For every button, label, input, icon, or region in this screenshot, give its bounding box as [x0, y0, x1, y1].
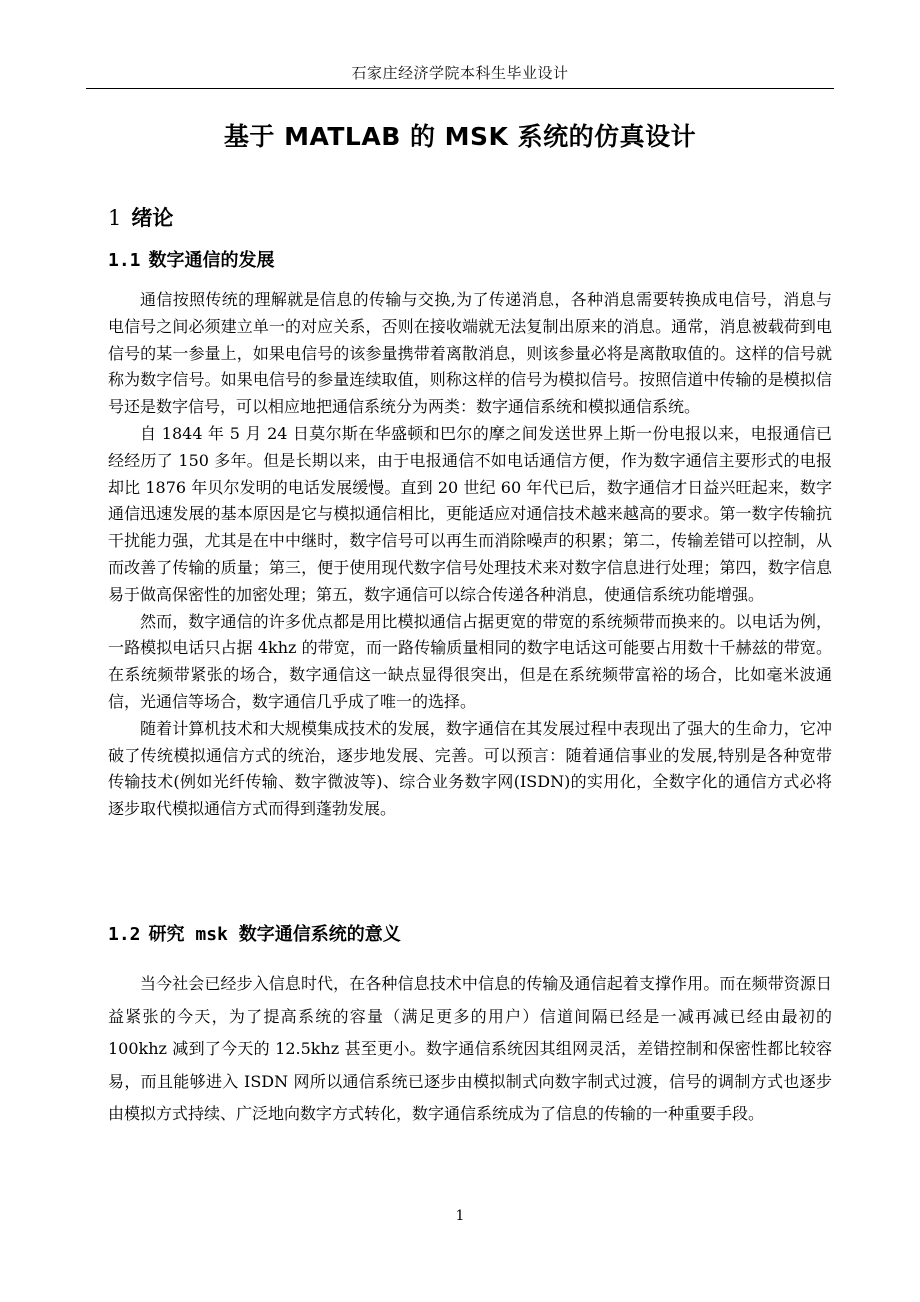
section-heading-1-2: [108, 920, 401, 946]
paragraph: 通信按照传统的理解就是信息的传输与交换,为了传递消息，各种消息需要转换成电信号，消息与电信号之间必须建立单一的对应关系，否则在接收端就无法复制出原来的消息。通常，消息被载荷到电信号的某一参量上，如果电信号的该参量携带着离散消息，则该参量必将是离散取值的。这样的信号就称为数字信号。如果电信号的参量连续取值，则称这样的信号为模拟信号。按照信道中传输的是模拟信号还是数字信号，可以相应地把通信系统分为两类：数字通信系统和模拟通信系统。: [108, 290, 832, 417]
section-heading-1-1: [108, 246, 275, 272]
section-number: 1.2: [108, 924, 141, 945]
section-title: 研究 msk 数字通信系统的意义: [148, 924, 401, 945]
chapter-heading: [108, 202, 173, 232]
paragraph: 随着计算机技术和大规模集成技术的发展，数字通信在其发展过程中表现出了强大的生命力，它冲破了传统模拟通信方式的统治，逐步地发展、完善。可以预言：随着通信事业的发展,特别是各种宽带传输技术(例如光纤传输、数字微波等)、综合业务数字网(ISDN)的实用化，全数字化的通信方式必将逐步取代模拟通信方式而得到蓬勃发展。: [108, 718, 832, 819]
paragraph: 然而，数字通信的许多优点都是用比模拟通信占据更宽的带宽的系统频带而换来的。以电话为例，一路模拟电话只占据 4khz 的带宽，而一路传输质量相同的数字电话这可能要占用数十千赫兹的带宽。在系统频带紧张的场合，数字通信这一缺点显得很突出，但是在系统频带富裕的场合，比如毫米波通信，光通信等场合，数字通信几乎成了唯一的选择。: [108, 611, 832, 711]
paragraph: 自 1844 年 5 月 24 日莫尔斯在华盛顿和巴尔的摩之间发送世界上斯一份电报以来，电报通信已经经历了 150 多年。但是长期以来，由于电报通信不如电话通信方便，作为数字通信主要形式的电报却比 1876 年贝尔发明的电话发展缓慢。直到 20 世纪 60 年代已后，数字通信才日益兴旺起来，数字通信迅速发展的基本原因是它与模拟通信相比，更能适应对通信技术越来越高的要求。第一数字传输抗干扰能力强，尤其是在中中继时，数字信号可以再生而消除噪声的积累；第二，传输差错可以控制，从而改善了传输的质量；第三，便于使用现代数字信号处理技术来对数字信息进行处理；第四，数字信息易于做高保密性的加密处理；第五，数字通信可以综合传递各种消息，使通信系统功能增强。: [108, 423, 832, 604]
chapter-number: 1: [108, 206, 122, 230]
running-header: 石家庄经济学院本科生毕业设计: [351, 64, 569, 82]
chapter-title: 绪论: [131, 205, 174, 230]
document-title: 基于 MATLAB 的 MSK 系统的仿真设计: [223, 122, 697, 151]
section-number: 1.1: [108, 250, 141, 271]
section-1-2-body: [108, 968, 832, 1131]
page-number: 1: [455, 1208, 465, 1224]
section-title: 数字通信的发展: [148, 250, 275, 271]
paragraph: 当今社会已经步入信息时代，在各种信息技术中信息的传输及通信起着支撑作用。而在频带资源日益紧张的今天，为了提高系统的容量（满足更多的用户）信道间隔已经是一减再减已经由最初的 100khz 减到了今天的 12.5khz 甚至更小。数字通信系统因其组网灵活，差错控制和保密性都比较容易，而且能够进入 ISDN 网所以通信系统已逐步由模拟制式向数字制式过渡，信号的调制方式也逐步由模拟方式持续、广泛地向数字方式转化，数字通信系统成为了信息的传输的一种重要手段。: [108, 974, 832, 1123]
section-1-1-body: [108, 287, 832, 823]
header-rule: [86, 88, 834, 89]
